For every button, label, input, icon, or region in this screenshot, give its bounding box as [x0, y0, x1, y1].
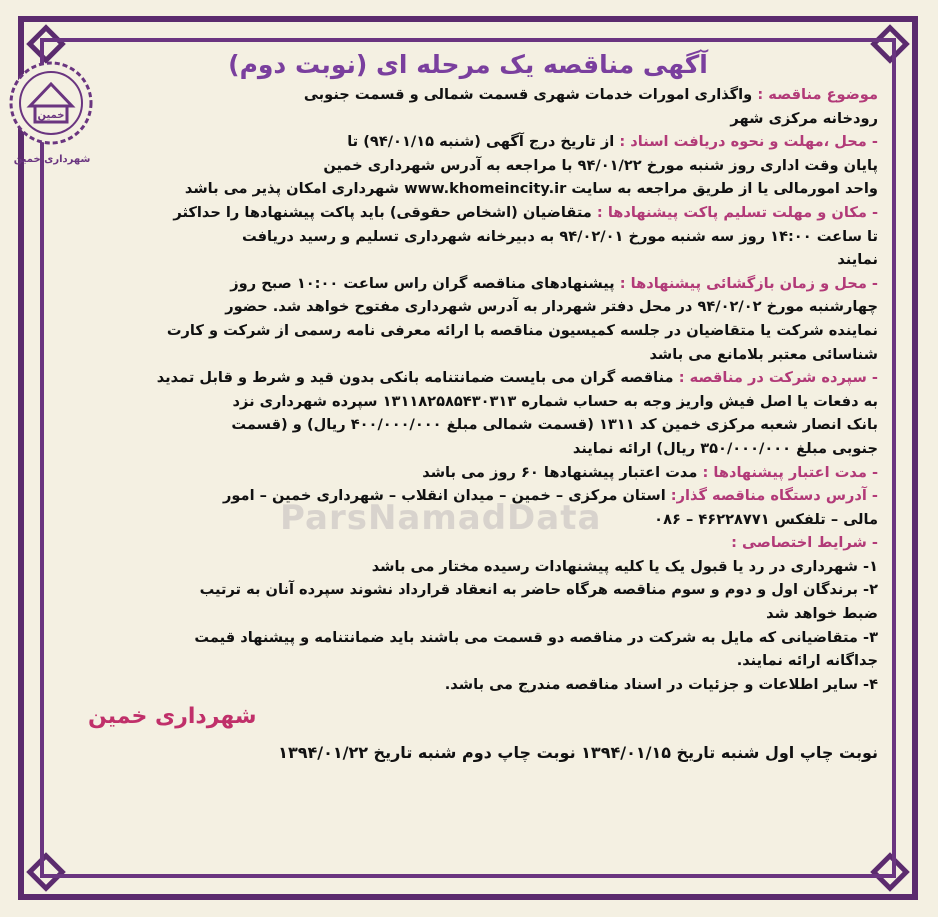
subject-text: رودخانه مرکزی شهر: [730, 109, 878, 127]
delivery-label: - مکان و مهلت تسلیم پاکت پیشنهادها :: [596, 203, 878, 221]
condition-item: جداگانه ارائه نمایند.: [736, 652, 878, 670]
deposit-text: به دفعات یا اصل فیش واریز وجه به حساب شماره ۱۳۱۱۸۲۵۸۵۴۳۰۳۱۳ سپرده شهرداری نزد: [232, 392, 878, 410]
opening-label: - محل و زمان بازگشائی پیشنهادها :: [619, 274, 878, 292]
condition-item: ۲- برندگان اول و دوم و سوم مناقصه هرگاه حاضر به انعقاد قرارداد نشوند سپرده آنان به ترتیب: [199, 581, 878, 599]
deposit-label: - سپرده شرکت در مناقصه :: [678, 369, 878, 387]
subject-label: موضوع مناقصه :: [757, 86, 878, 103]
docs-paragraph: [58, 130, 878, 201]
logo-emblem-text: خمین: [37, 110, 65, 121]
publication-dates: نوبت چاپ اول شنبه تاریخ ۱۳۹۴/۰۱/۱۵ نوبت چاپ دوم شنبه تاریخ ۱۳۹۴/۰۱/۲۲: [278, 743, 878, 763]
deposit-text: مناقصه گران می بایست ضمانتنامه بانکی بدون قید و شرط و قابل تمدید: [156, 369, 679, 387]
docs-text: از تاریخ درج آگهی (شنبه ۹۴/۰۱/۱۵) تا: [347, 133, 620, 151]
subject-paragraph: [58, 83, 878, 130]
condition-item: ضبط خواهد شد: [766, 605, 878, 623]
docs-label: - محل ،مهلت و نحوه دریافت اسناد :: [619, 133, 878, 151]
announcement-title: آگهی مناقصه یک مرحله ای (نوبت دوم): [228, 50, 708, 79]
opening-text: پیشنهادهای مناقصه گران راس ساعت ۱۰:۰۰ صبح روز: [230, 274, 620, 292]
address-text: مالی – تلفکس ۴۶۲۲۸۷۷۱ – ۰۸۶: [654, 510, 878, 528]
validity-paragraph: [58, 461, 878, 485]
subject-text: واگذاری امورات خدمات شهری قسمت شمالی و قسمت جنوبی: [303, 86, 758, 103]
delivery-paragraph: [58, 201, 878, 272]
deposit-text: بانک انصار شعبه مرکزی خمین کد ۱۳۱۱ (قسمت شمالی مبلغ ۴۰۰/۰۰۰/۰۰۰ ریال) و (قسمت: [231, 416, 878, 434]
docs-text: واحد امورمالی یا از طریق مراجعه به سایت www.khomeincity.ir شهرداری امکان پذیر می باشد: [184, 180, 878, 198]
validity-label: - مدت اعتبار پیشنهادها :: [702, 463, 878, 481]
opening-paragraph: [58, 272, 878, 366]
condition-item: ۱- شهرداری در رد یا قبول یک یا کلیه پیشنهادات رسیده مختار می باشد: [371, 557, 878, 575]
municipality-signature: شهرداری خمین: [88, 704, 257, 730]
docs-text: پایان وقت اداری روز شنبه مورخ ۹۴/۰۱/۲۲ با مراجعه به آدرس شهرداری خمین: [323, 156, 878, 174]
announcement-body: [58, 48, 878, 868]
delivery-text: نمایند: [837, 251, 878, 269]
condition-item: ۳- متقاضیانی که مایل به شرکت در مناقصه دو قسمت می باشند باید ضمانتنامه و پیشنهاد قیمت: [194, 628, 878, 646]
deposit-text: جنوبی مبلغ ۳۵۰/۰۰۰/۰۰۰ ریال) ارائه نمایند: [572, 439, 878, 457]
delivery-text: متقاضیان (اشخاص حقوقی) باید پاکت پیشنهادها را حداکثر: [173, 203, 597, 221]
opening-text: چهارشنبه مورخ ۹۴/۰۲/۰۲ در محل دفتر شهردار به آدرس شهرداری مفتوح خواهد شد. حضور: [225, 298, 878, 316]
logo-caption: شهرداری خمین: [13, 154, 91, 165]
municipality-logo-icon: [8, 60, 94, 146]
conditions-paragraph: [58, 531, 878, 696]
validity-text: مدت اعتبار پیشنهادها ۶۰ روز می باشد: [422, 463, 703, 481]
deposit-paragraph: [58, 366, 878, 460]
opening-text: شناسائی معتبر بلامانع می باشد: [649, 345, 878, 363]
address-text: استان مرکزی – خمین – میدان انقلاب – شهرداری خمین – امور: [223, 487, 671, 505]
address-label: - آدرس دستگاه مناقصه گذار:: [670, 487, 878, 505]
watermark: ParsNamadData: [280, 498, 602, 538]
conditions-label: - شرایط اختصاصی :: [731, 534, 878, 552]
delivery-text: تا ساعت ۱۴:۰۰ روز سه شنبه مورخ ۹۴/۰۲/۰۱ به دبیرخانه شهرداری تسلیم و رسید دریافت: [242, 227, 878, 245]
opening-text: نماینده شرکت یا متقاضیان در جلسه کمیسیون مناقصه با ارائه معرفی نامه رسمی از شرکت و کارت: [166, 321, 878, 339]
condition-item: ۴- سایر اطلاعات و جزئیات در اسناد مناقصه مندرج می باشد.: [444, 675, 878, 693]
